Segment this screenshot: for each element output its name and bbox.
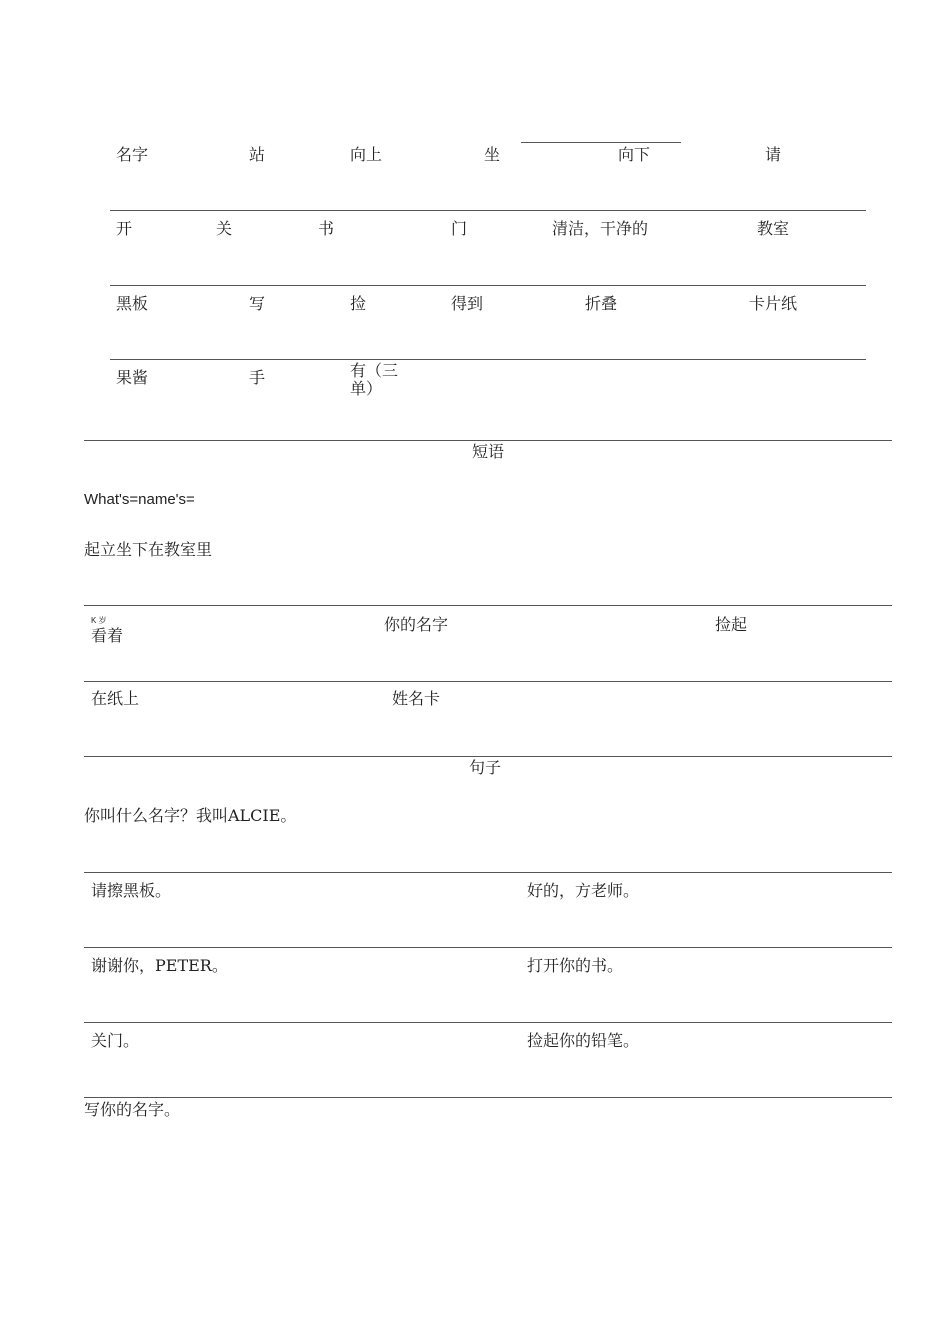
section-divider xyxy=(84,440,892,441)
sentence: 关门。 xyxy=(91,1031,140,1050)
vocab-word: 得到 xyxy=(451,294,484,313)
phrases-heading: 短语 xyxy=(472,442,505,461)
vocab-word: 门 xyxy=(451,219,468,238)
phrase-item: 你的名字 xyxy=(384,615,449,634)
vocab-word: 黑板 xyxy=(116,294,149,313)
vocab-word: 折叠 xyxy=(585,294,618,313)
sentence: 谢谢你，PETER。 xyxy=(91,956,228,975)
vocab-word: 写 xyxy=(249,294,266,313)
phrase-line: 起立坐下在教室里 xyxy=(84,540,213,559)
vocab-word: 请 xyxy=(765,145,782,164)
vocab-word: 果酱 xyxy=(116,368,149,387)
section-divider xyxy=(84,756,892,757)
phrase-item: 看着 xyxy=(91,626,124,645)
row-divider xyxy=(84,1022,892,1023)
vocab-word: 坐 xyxy=(484,145,501,164)
row-divider xyxy=(110,210,866,211)
vocab-word: 开 xyxy=(116,219,133,238)
vocab-word: 清洁，干净的 xyxy=(552,219,649,238)
vocab-word: 教室 xyxy=(757,219,790,238)
vocab-top-short-line xyxy=(521,142,681,143)
row-divider xyxy=(110,359,866,360)
row-divider xyxy=(84,1097,892,1098)
row-divider xyxy=(84,947,892,948)
vocab-word: 手 xyxy=(249,368,266,387)
sentence: 捡起你的铅笔。 xyxy=(527,1031,640,1050)
sentence: 打开你的书。 xyxy=(527,956,624,975)
phrase-item: 在纸上 xyxy=(91,689,140,708)
vocab-word: 向下 xyxy=(618,145,651,164)
phrase-line: What's=name's= xyxy=(84,491,195,508)
row-divider xyxy=(84,605,892,606)
vocab-word: 卡片纸 xyxy=(749,294,798,313)
row-divider xyxy=(84,681,892,682)
vocab-word: 捡 xyxy=(350,294,367,313)
vocab-word: 有（三单） xyxy=(350,361,399,398)
sentences-heading: 句子 xyxy=(469,758,502,777)
phrase-note: K 岁 xyxy=(91,616,107,625)
vocab-word: 站 xyxy=(249,145,266,164)
sentence: 写你的名字。 xyxy=(84,1100,181,1119)
sentence: 请擦黑板。 xyxy=(91,881,172,900)
vocab-word: 向上 xyxy=(350,145,383,164)
vocab-word: 名字 xyxy=(116,145,149,164)
sentence: 好的，方老师。 xyxy=(527,881,640,900)
vocab-word: 关 xyxy=(216,219,233,238)
phrase-item: 捡起 xyxy=(715,615,748,634)
row-divider xyxy=(84,872,892,873)
phrase-item: 姓名卡 xyxy=(392,689,441,708)
sentence: 你叫什么名字？我叫ALCIE。 xyxy=(84,806,297,825)
row-divider xyxy=(110,285,866,286)
vocab-word: 书 xyxy=(318,219,335,238)
